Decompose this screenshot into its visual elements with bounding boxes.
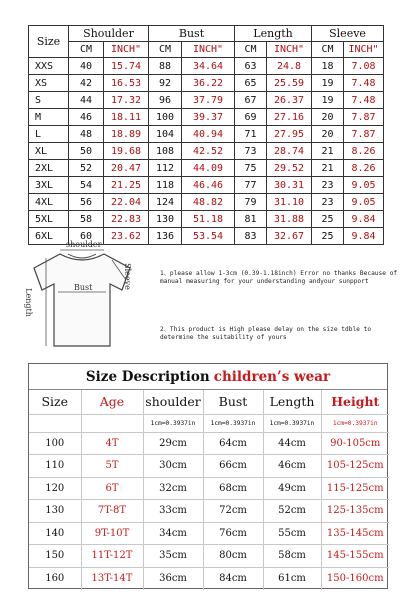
shoulder-inch-value: 19.68 bbox=[104, 143, 149, 160]
kids-length-value: 52cm bbox=[263, 500, 321, 523]
kids-unit-blank bbox=[29, 414, 81, 432]
sleeve-inch-value: 7.87 bbox=[344, 109, 384, 126]
unit-inch: INCH" bbox=[344, 42, 384, 58]
length-cm-value: 75 bbox=[235, 160, 267, 177]
children-table-header bbox=[29, 390, 389, 414]
shoulder-cm-value: 40 bbox=[69, 58, 104, 75]
unit-cm: CM bbox=[149, 42, 182, 58]
diagram-bust-label: Bust bbox=[74, 283, 93, 292]
kids-header-height: Height bbox=[321, 390, 389, 414]
kids-header-length: Length bbox=[263, 390, 321, 414]
shoulder-inch-value: 22.83 bbox=[104, 211, 149, 228]
sleeve-cm-value: 18 bbox=[312, 58, 344, 75]
length-inch-value: 25.59 bbox=[267, 75, 312, 92]
header-sleeve: Sleeve bbox=[312, 26, 384, 42]
adult-size-row bbox=[29, 160, 384, 177]
shoulder-cm-value: 48 bbox=[69, 126, 104, 143]
kids-unit-note: 1cm=0.3937in bbox=[263, 414, 321, 432]
kids-size-value: 110 bbox=[29, 455, 81, 478]
sleeve-inch-value: 7.48 bbox=[344, 92, 384, 109]
kids-age-value: 7T-8T bbox=[81, 500, 143, 523]
length-inch-value: 27.95 bbox=[267, 126, 312, 143]
size-value: 6XL bbox=[29, 228, 69, 245]
kids-size-row bbox=[29, 545, 389, 568]
adult-size-row bbox=[29, 75, 384, 92]
sleeve-cm-value: 21 bbox=[312, 160, 344, 177]
shoulder-cm-value: 50 bbox=[69, 143, 104, 160]
sleeve-cm-value: 23 bbox=[312, 177, 344, 194]
length-inch-value: 27.16 bbox=[267, 109, 312, 126]
shoulder-cm-value: 60 bbox=[69, 228, 104, 245]
kids-unit-blank bbox=[81, 414, 143, 432]
sleeve-cm-value: 25 bbox=[312, 228, 344, 245]
unit-cm: CM bbox=[312, 42, 344, 58]
unit-inch: INCH" bbox=[104, 42, 149, 58]
shoulder-cm-value: 52 bbox=[69, 160, 104, 177]
length-cm-value: 63 bbox=[235, 58, 267, 75]
sleeve-inch-value: 9.84 bbox=[344, 228, 384, 245]
shoulder-cm-value: 58 bbox=[69, 211, 104, 228]
size-value: M bbox=[29, 109, 69, 126]
kids-bust-value: 76cm bbox=[203, 522, 263, 545]
kids-bust-value: 66cm bbox=[203, 455, 263, 478]
adult-table-header bbox=[29, 26, 384, 42]
kids-bust-value: 64cm bbox=[203, 432, 263, 455]
bust-cm-value: 100 bbox=[149, 109, 182, 126]
size-value: 3XL bbox=[29, 177, 69, 194]
kids-size-value: 120 bbox=[29, 477, 81, 500]
unit-cm: CM bbox=[69, 42, 104, 58]
kids-shoulder-value: 36cm bbox=[143, 567, 203, 590]
bust-inch-value: 46.46 bbox=[182, 177, 235, 194]
kids-length-value: 58cm bbox=[263, 545, 321, 568]
kids-size-value: 100 bbox=[29, 432, 81, 455]
kids-age-value: 9T-10T bbox=[81, 522, 143, 545]
adult-size-table bbox=[28, 25, 384, 245]
shoulder-inch-value: 20.47 bbox=[104, 160, 149, 177]
size-value: 4XL bbox=[29, 194, 69, 211]
bust-cm-value: 124 bbox=[149, 194, 182, 211]
adult-size-row bbox=[29, 92, 384, 109]
measurement-error-note: 1、please allow 1-3cm (0.39-1.18inch) Error no thanks Because of manual measuring for your understanding andyour sunpport bbox=[160, 270, 398, 286]
diagram-length-label: Length bbox=[23, 288, 33, 317]
unit-inch: INCH" bbox=[267, 42, 312, 58]
header-size: Size bbox=[29, 26, 69, 58]
kids-age-value: 6T bbox=[81, 477, 143, 500]
kids-header-bust: Bust bbox=[203, 390, 263, 414]
bust-cm-value: 112 bbox=[149, 160, 182, 177]
kids-length-value: 46cm bbox=[263, 455, 321, 478]
header-shoulder: Shoulder bbox=[69, 26, 149, 42]
size-value: S bbox=[29, 92, 69, 109]
kids-size-value: 130 bbox=[29, 500, 81, 523]
sleeve-cm-value: 20 bbox=[312, 109, 344, 126]
kids-age-value: 5T bbox=[81, 455, 143, 478]
sleeve-inch-value: 7.48 bbox=[344, 75, 384, 92]
adult-size-row bbox=[29, 194, 384, 211]
bust-cm-value: 92 bbox=[149, 75, 182, 92]
shoulder-inch-value: 23.62 bbox=[104, 228, 149, 245]
kids-unit-note: 1cm=0.3937in bbox=[143, 414, 203, 432]
adult-size-row bbox=[29, 143, 384, 160]
kids-height-value: 150-160cm bbox=[326, 573, 384, 584]
size-suitability-note: 2、This product is High please delay on the size tdble to determine the suitability of yours bbox=[160, 326, 372, 342]
sleeve-inch-value: 8.26 bbox=[344, 143, 384, 160]
bust-inch-value: 48.82 bbox=[182, 194, 235, 211]
length-cm-value: 65 bbox=[235, 75, 267, 92]
title-childrens-wear: children’s wear bbox=[213, 368, 331, 385]
kids-size-row bbox=[29, 432, 389, 455]
bust-inch-value: 37.79 bbox=[182, 92, 235, 109]
bust-inch-value: 42.52 bbox=[182, 143, 235, 160]
kids-unit-note: 1cm=0.3937in bbox=[321, 414, 389, 432]
size-value: L bbox=[29, 126, 69, 143]
length-cm-value: 79 bbox=[235, 194, 267, 211]
sleeve-cm-value: 19 bbox=[312, 92, 344, 109]
length-inch-value: 28.74 bbox=[267, 143, 312, 160]
kids-bust-value: 84cm bbox=[203, 567, 263, 590]
kids-header-shoulder: shoulder bbox=[143, 390, 203, 414]
bust-inch-value: 44.09 bbox=[182, 160, 235, 177]
sleeve-cm-value: 19 bbox=[312, 75, 344, 92]
shoulder-cm-value: 54 bbox=[69, 177, 104, 194]
bust-inch-value: 36.22 bbox=[182, 75, 235, 92]
header-length: Length bbox=[235, 26, 312, 42]
length-cm-value: 83 bbox=[235, 228, 267, 245]
kids-header-age: Age bbox=[81, 390, 143, 414]
sleeve-cm-value: 21 bbox=[312, 143, 344, 160]
adult-size-row bbox=[29, 58, 384, 75]
kids-bust-value: 80cm bbox=[203, 545, 263, 568]
bust-inch-value: 53.54 bbox=[182, 228, 235, 245]
length-inch-value: 29.52 bbox=[267, 160, 312, 177]
shoulder-inch-value: 18.11 bbox=[104, 109, 149, 126]
kids-height-value: 115-125cm bbox=[321, 477, 389, 500]
kids-height-value: 145-155cm bbox=[321, 545, 389, 568]
unit-cm: CM bbox=[235, 42, 267, 58]
length-inch-value: 31.88 bbox=[267, 211, 312, 228]
sleeve-inch-value: 7.87 bbox=[344, 126, 384, 143]
kids-height-value: 105-125cm bbox=[321, 455, 389, 478]
shoulder-inch-value: 17.32 bbox=[104, 92, 149, 109]
kids-bust-value: 72cm bbox=[203, 500, 263, 523]
kids-age-value: 11T-12T bbox=[81, 545, 143, 568]
bust-cm-value: 88 bbox=[149, 58, 182, 75]
bust-inch-value: 39.37 bbox=[182, 109, 235, 126]
bust-cm-value: 104 bbox=[149, 126, 182, 143]
kids-height-value: 135-145cm bbox=[321, 522, 389, 545]
kids-size-value: 140 bbox=[29, 522, 81, 545]
shoulder-inch-value: 21.25 bbox=[104, 177, 149, 194]
tshirt-icon bbox=[18, 240, 146, 358]
kids-bust-value: 68cm bbox=[203, 477, 263, 500]
kids-size-value: 150 bbox=[29, 545, 81, 568]
children-size-table bbox=[29, 390, 389, 590]
shoulder-inch-value: 22.04 bbox=[104, 194, 149, 211]
length-cm-value: 67 bbox=[235, 92, 267, 109]
kids-shoulder-value: 35cm bbox=[143, 545, 203, 568]
kids-length-value: 49cm bbox=[263, 477, 321, 500]
kids-size-row bbox=[29, 477, 389, 500]
kids-length-value: 55cm bbox=[263, 522, 321, 545]
kids-header-size: Size bbox=[29, 390, 81, 414]
children-table-units bbox=[29, 414, 389, 432]
bust-inch-value: 40.94 bbox=[182, 126, 235, 143]
bust-inch-value: 51.18 bbox=[182, 211, 235, 228]
bust-cm-value: 108 bbox=[149, 143, 182, 160]
size-value: XXS bbox=[29, 58, 69, 75]
shoulder-inch-value: 18.89 bbox=[104, 126, 149, 143]
adult-table-units bbox=[29, 42, 384, 58]
kids-size-row bbox=[29, 522, 389, 545]
shoulder-inch-value: 15.74 bbox=[104, 58, 149, 75]
length-inch-value: 31.10 bbox=[267, 194, 312, 211]
kids-shoulder-value: 30cm bbox=[143, 455, 203, 478]
sleeve-inch-value: 9.05 bbox=[344, 194, 384, 211]
length-cm-value: 77 bbox=[235, 177, 267, 194]
diagram-sleeve-label: Sleeve bbox=[122, 263, 132, 290]
bust-cm-value: 136 bbox=[149, 228, 182, 245]
adult-size-row bbox=[29, 177, 384, 194]
bust-inch-value: 34.64 bbox=[182, 58, 235, 75]
kids-shoulder-value: 29cm bbox=[143, 432, 203, 455]
size-value: 2XL bbox=[29, 160, 69, 177]
size-value: XL bbox=[29, 143, 69, 160]
kids-height-value: 125-135cm bbox=[321, 500, 389, 523]
sleeve-cm-value: 23 bbox=[312, 194, 344, 211]
shoulder-cm-value: 42 bbox=[69, 75, 104, 92]
length-inch-value: 26.37 bbox=[267, 92, 312, 109]
diagram-shoulder-label: shoulder bbox=[66, 240, 102, 249]
kids-age-value: 4T bbox=[81, 432, 143, 455]
kids-shoulder-value: 33cm bbox=[143, 500, 203, 523]
length-inch-value: 30.31 bbox=[267, 177, 312, 194]
sleeve-inch-value: 8.26 bbox=[344, 160, 384, 177]
kids-size-row bbox=[29, 567, 389, 590]
adult-size-row bbox=[29, 126, 384, 143]
bust-cm-value: 118 bbox=[149, 177, 182, 194]
size-value: 5XL bbox=[29, 211, 69, 228]
sleeve-inch-value: 9.05 bbox=[344, 177, 384, 194]
kids-shoulder-value: 32cm bbox=[143, 477, 203, 500]
shoulder-cm-value: 44 bbox=[69, 92, 104, 109]
length-cm-value: 81 bbox=[235, 211, 267, 228]
shoulder-cm-value: 56 bbox=[69, 194, 104, 211]
adult-size-row bbox=[29, 109, 384, 126]
length-cm-value: 73 bbox=[235, 143, 267, 160]
kids-unit-note: 1cm=0.3937in bbox=[203, 414, 263, 432]
length-cm-value: 69 bbox=[235, 109, 267, 126]
header-bust: Bust bbox=[149, 26, 235, 42]
tshirt-measurement-diagram bbox=[18, 240, 146, 358]
adult-size-row bbox=[29, 211, 384, 228]
sleeve-inch-value: 9.84 bbox=[344, 211, 384, 228]
kids-length-value: 61cm bbox=[263, 567, 321, 590]
kids-size-row bbox=[29, 500, 389, 523]
length-inch-value: 24.8 bbox=[267, 58, 312, 75]
kids-length-value: 44cm bbox=[263, 432, 321, 455]
kids-size-row bbox=[29, 455, 389, 478]
kids-age-value: 13T-14T bbox=[81, 567, 143, 590]
kids-shoulder-value: 34cm bbox=[143, 522, 203, 545]
children-size-chart bbox=[28, 363, 388, 589]
shoulder-cm-value: 46 bbox=[69, 109, 104, 126]
length-inch-value: 32.67 bbox=[267, 228, 312, 245]
children-chart-title bbox=[29, 364, 387, 390]
kids-size-value: 160 bbox=[29, 567, 81, 590]
bust-cm-value: 96 bbox=[149, 92, 182, 109]
bust-cm-value: 130 bbox=[149, 211, 182, 228]
kids-height-value: 90-105cm bbox=[321, 432, 389, 455]
unit-inch: INCH" bbox=[182, 42, 235, 58]
size-value: XS bbox=[29, 75, 69, 92]
sleeve-cm-value: 25 bbox=[312, 211, 344, 228]
title-size-description: Size Description bbox=[85, 368, 210, 385]
length-cm-value: 71 bbox=[235, 126, 267, 143]
sleeve-cm-value: 20 bbox=[312, 126, 344, 143]
sleeve-inch-value: 7.08 bbox=[344, 58, 384, 75]
shoulder-inch-value: 16.53 bbox=[104, 75, 149, 92]
